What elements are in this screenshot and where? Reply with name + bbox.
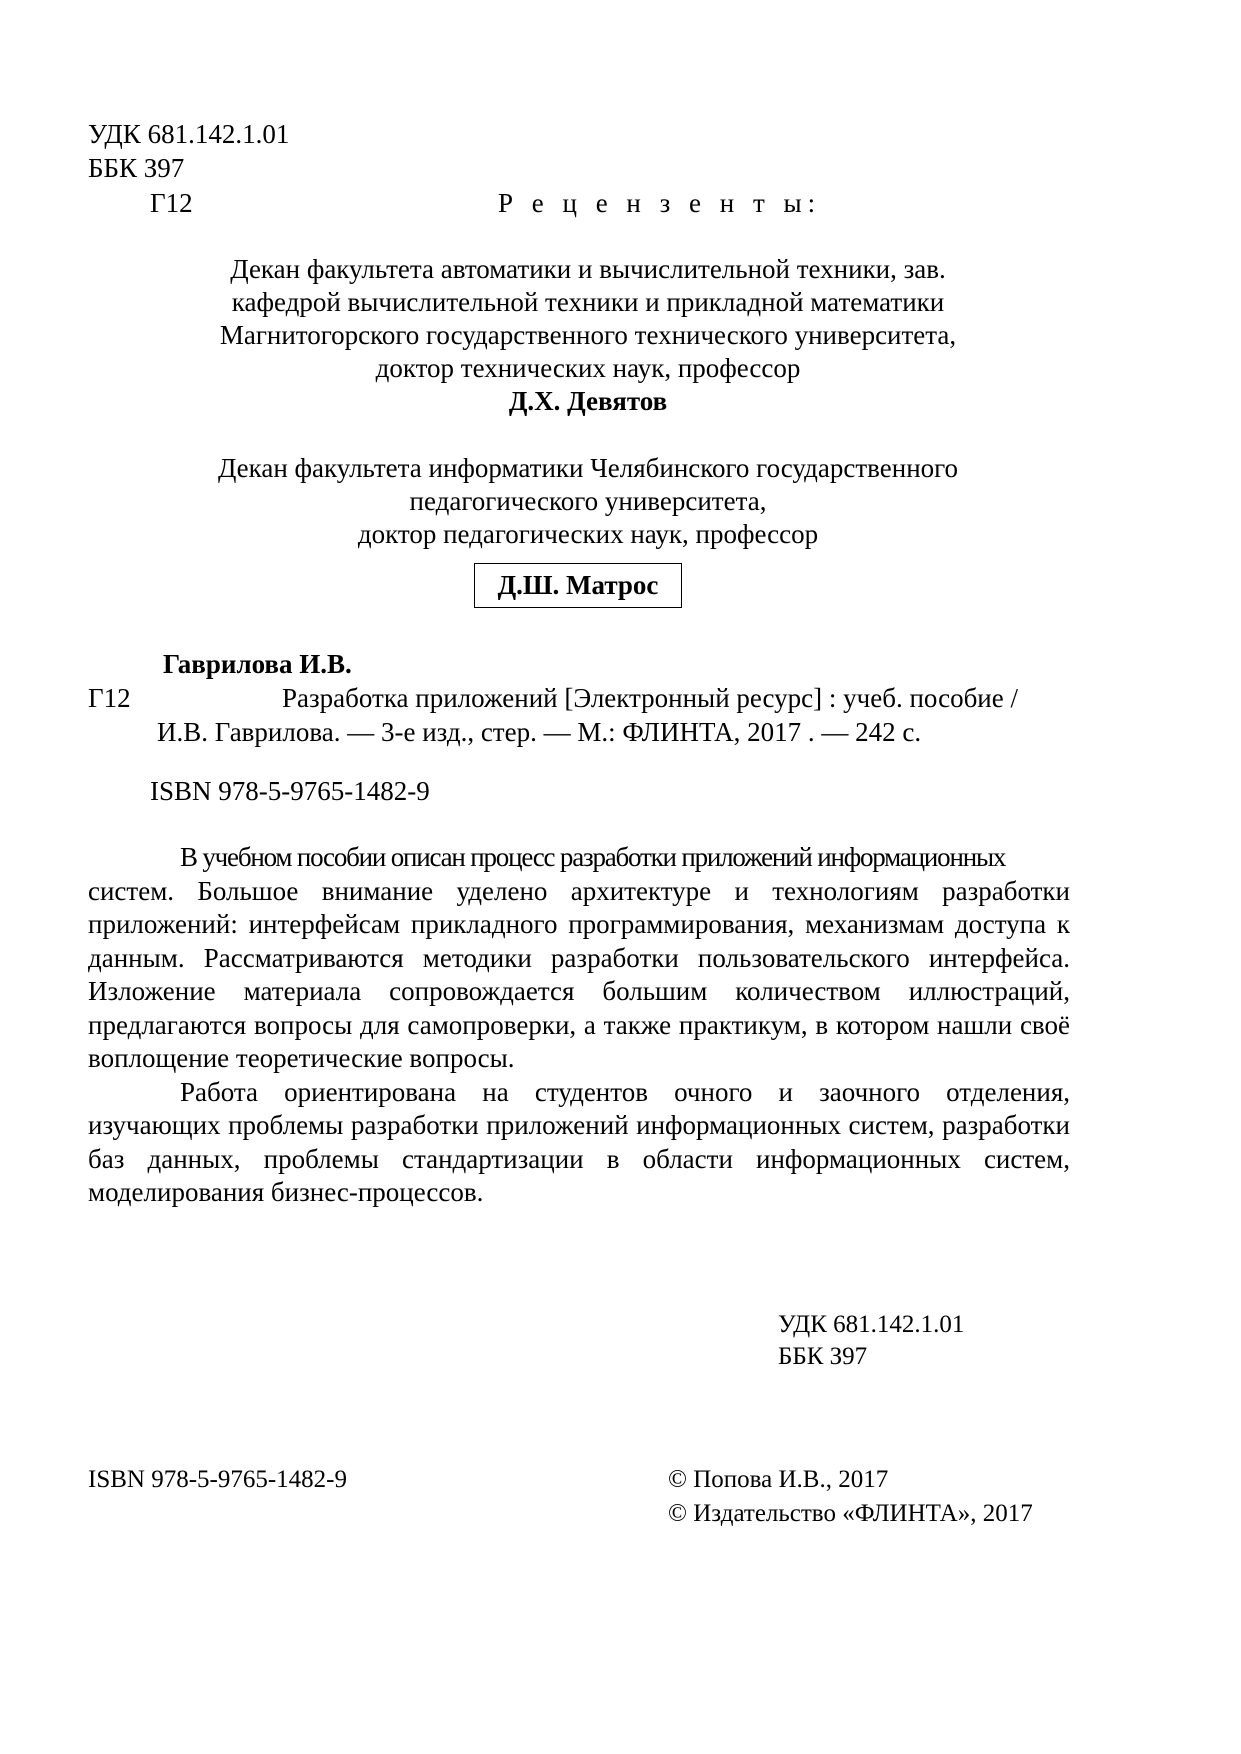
isbn-bottom: ISBN 978-5-9765-1482-9 xyxy=(88,1466,348,1493)
udk-bottom: УДК 681.142.1.01 xyxy=(778,1311,965,1338)
reviewer2-name-box xyxy=(474,563,682,608)
copyright-publisher: © Издательство «ФЛИНТА», 2017 xyxy=(668,1500,1033,1527)
reviewer1-block xyxy=(88,253,1088,418)
reviewer1-line: доктор технических наук, профессор xyxy=(375,353,801,383)
annotation-p1-rest: систем. Большое внимание уделено архитектуре и технологиям разработки приложений: интерфейсам прикладного программирования, механизмам доступа к данным. Рассматриваются методики разработки пользовательского интерфейса. Изложение материала сопровождается большим количеством иллюстраций, предлагаются вопросы для самопроверки, а также практикум, в котором нашли своё воплощение теоретические вопросы. xyxy=(88,875,1070,1073)
author-sign-top: Г12 xyxy=(150,188,193,218)
reviewer2-block xyxy=(88,452,1088,551)
bbk-top: ББК З97 xyxy=(88,153,185,183)
reviewer1-line: кафедрой вычислительной техники и прикладной математики xyxy=(231,287,945,317)
annotation-p1-line1: В учебном пособии описан процесс разработки приложений информационных xyxy=(180,842,1006,872)
bibliography-line1: Разработка приложений [Электронный ресурс] : учеб. пособие / xyxy=(282,683,1018,713)
bibliography-isbn: ISBN 978-5-9765-1482-9 xyxy=(150,776,430,806)
udk-top: УДК 681.142.1.01 xyxy=(88,119,290,149)
reviewer2-name: Д.Ш. Матрос xyxy=(497,570,659,600)
reviewer2-line: педагогического университета, xyxy=(409,486,767,516)
copyright-author: © Попова И.В., 2017 xyxy=(668,1466,889,1493)
annotation xyxy=(88,841,1070,1210)
annotation-p2: Работа ориентирована на студентов очного и заочного отделения, изучающих проблемы разработки приложений информационных систем, разработки баз данных, проблемы стандартизации в области информационных систем, моделирования бизнес-процессов. xyxy=(88,1076,1070,1207)
bbk-bottom: ББК З97 xyxy=(778,1343,868,1370)
reviewer1-line: Декан факультета автоматики и вычислительной техники, зав. xyxy=(230,254,946,284)
author-heading: Гаврилова И.В. xyxy=(163,649,352,679)
reviewer2-line: Декан факультета информатики Челябинского государственного xyxy=(217,453,959,483)
reviewer1-name: Д.Х. Девятов xyxy=(508,386,668,416)
bibliography-line2: И.В. Гаврилова. — 3-е изд., стер. — М.: ФЛИНТА, 2017 . — 242 с. xyxy=(157,717,922,747)
reviewers-heading: Р е ц е н з е н т ы: xyxy=(498,188,822,218)
reviewer1-line: Магнитогорского государственного технического университета, xyxy=(219,320,957,350)
reviewer2-line: доктор педагогических наук, профессор xyxy=(357,519,819,549)
bibliography-sign: Г12 xyxy=(88,683,131,713)
